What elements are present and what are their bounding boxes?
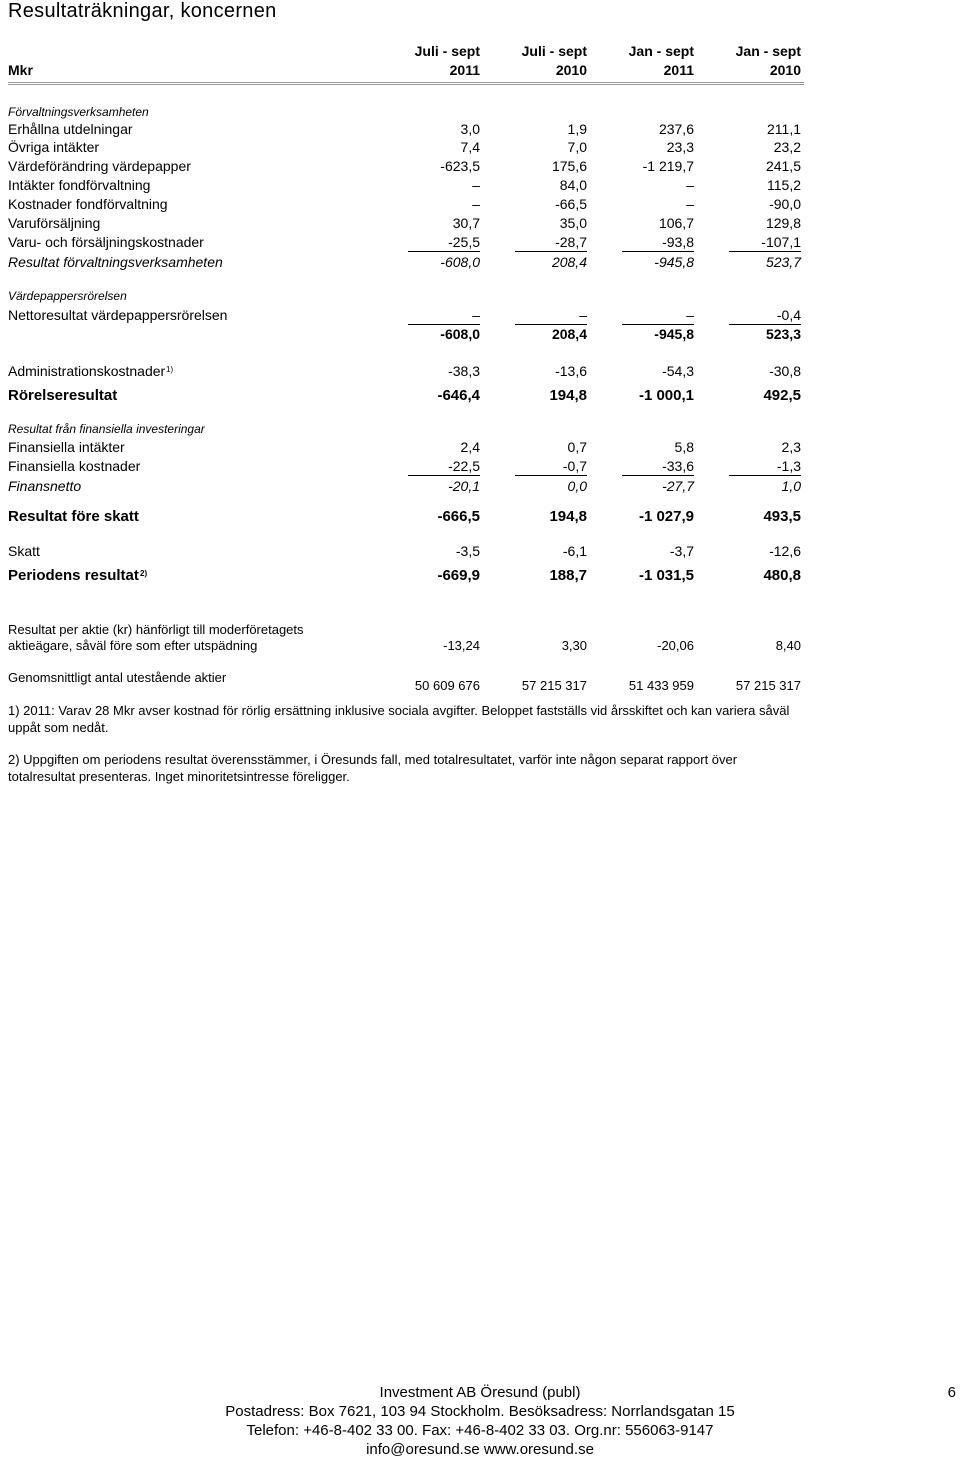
table-row <box>8 438 802 457</box>
row-value: 2,3 <box>781 439 801 455</box>
row-value: – <box>472 307 480 323</box>
column-header-ytd-2011: Jan - sept 2011 <box>628 43 694 78</box>
row-value: 7,4 <box>460 139 480 155</box>
row-label: Nettoresultat värdepappersrörelsen <box>8 307 228 323</box>
subtotal-underline <box>408 251 480 252</box>
row-value: 0,0 <box>567 478 587 494</box>
row-label: Kostnader fondförvaltning <box>8 196 168 212</box>
row-value: -90,0 <box>769 196 801 212</box>
row-label: Finansnetto <box>8 478 82 494</box>
row-value: 30,7 <box>452 215 480 231</box>
table-row <box>8 477 802 496</box>
footnote-2: 2) Uppgiften om periodens resultat överensstämmer, i Öresunds fall, med totalresultatet, varför inte någon separat rapport över totalresultat presenteras. Inget minoritetsintresse föreligger. <box>8 752 738 784</box>
row-value: 241,5 <box>765 158 801 174</box>
row-value: 51 433 959 <box>628 678 694 693</box>
subtotal-underline <box>515 475 587 476</box>
footer-address: Postadress: Box 7621, 103 94 Stockholm. Besöksadress: Norrlandsgatan 15 <box>225 1403 735 1420</box>
row-label: Periodens resultat <box>8 567 139 584</box>
row-value: 57 215 317 <box>521 678 587 693</box>
row-value: -13,6 <box>555 363 587 379</box>
column-header-ytd-2010: Jan - sept 2010 <box>735 43 801 78</box>
page-title: Resultaträkningar, koncernen <box>8 0 277 22</box>
table-row <box>8 325 802 344</box>
row-label: Varu- och försäljningskostnader <box>8 234 204 250</box>
subtotal-underline <box>408 475 480 476</box>
row-value: -0,7 <box>562 458 587 474</box>
row-value: -646,4 <box>437 387 480 404</box>
row-value: 523,7 <box>765 254 801 270</box>
subtotal-underline <box>729 475 801 476</box>
row-value: 23,2 <box>773 139 801 155</box>
row-value: -54,3 <box>662 363 694 379</box>
row-value: 188,7 <box>549 567 587 584</box>
row-value: -107,1 <box>761 234 801 250</box>
table-row <box>8 253 802 272</box>
table-row <box>8 507 802 526</box>
row-value: 211,1 <box>767 121 801 137</box>
subtotal-underline <box>622 251 694 252</box>
row-value: -66,5 <box>555 196 587 212</box>
row-label: Skatt <box>8 543 40 559</box>
footnote-1: 1) 2011: Varav 28 Mkr avser kostnad för rörlig ersättning inklusive sociala avgifter. Beloppet fastställs vid årsskiftet och kan variera såväl uppåt som nedåt. <box>8 703 790 735</box>
row-value: 493,5 <box>763 508 801 525</box>
row-label: aktieägare, såväl före som efter utspädning <box>8 638 258 653</box>
row-value: -6,1 <box>562 543 587 559</box>
footer-web: info@oresund.se www.oresund.se <box>366 1441 594 1458</box>
row-value: -3,5 <box>455 543 480 559</box>
table-row <box>8 306 802 325</box>
row-value: 115,2 <box>767 177 801 193</box>
row-value: 5,8 <box>674 439 694 455</box>
row-label: Rörelseresultat <box>8 387 118 404</box>
row-value: -22,5 <box>448 458 480 474</box>
row-value: -666,5 <box>437 508 480 525</box>
row-value: -669,9 <box>437 567 480 584</box>
row-value: 50 609 676 <box>414 678 480 693</box>
row-value: – <box>579 307 587 323</box>
row-label: Erhållna utdelningar <box>8 121 133 137</box>
row-value: 194,8 <box>549 508 587 525</box>
row-label: Värdeförändring värdepapper <box>8 158 191 174</box>
row-value: 129,8 <box>765 215 801 231</box>
row-value: 237,6 <box>658 121 694 137</box>
row-value: -3,7 <box>669 543 694 559</box>
subtotal-underline <box>622 475 694 476</box>
row-value: 2,4 <box>460 439 480 455</box>
row-value: – <box>686 196 694 212</box>
column-header-q3-2011: Juli - sept 2011 <box>414 43 480 78</box>
row-value: -608,0 <box>440 326 480 342</box>
row-value: -608,0 <box>440 254 480 270</box>
table-row <box>8 138 802 157</box>
subtotal-underline <box>515 251 587 252</box>
row-value: -27,7 <box>662 478 694 494</box>
footer-company: Investment AB Öresund (publ) <box>379 1384 581 1401</box>
unit-label: Mkr <box>8 62 33 78</box>
table-row <box>8 287 802 306</box>
table-row <box>8 233 802 252</box>
table-row <box>8 157 802 176</box>
row-label: Förvaltningsverksamheten <box>8 105 149 119</box>
row-value: 208,4 <box>551 326 587 342</box>
row-value: 84,0 <box>559 177 587 193</box>
table-row <box>8 195 802 214</box>
row-value: -25,5 <box>448 234 480 250</box>
row-value: -1 219,7 <box>642 158 694 174</box>
row-value: 23,3 <box>666 139 694 155</box>
row-value: 1,0 <box>781 478 801 494</box>
row-value: -1,3 <box>776 458 801 474</box>
table-row <box>8 566 802 585</box>
row-label: Varuförsäljning <box>8 215 101 231</box>
row-label: Resultat från finansiella investeringar <box>8 422 205 436</box>
row-value: 175,6 <box>551 158 587 174</box>
row-label: Genomsnittligt antal utestående aktier <box>8 670 227 685</box>
row-value: – <box>686 177 694 193</box>
row-value: 0,7 <box>567 439 587 455</box>
row-value: -30,8 <box>769 363 801 379</box>
row-label: Värdepappersrörelsen <box>8 289 127 303</box>
row-value: 8,40 <box>775 638 801 653</box>
table-row <box>8 386 802 405</box>
table-row <box>8 668 802 693</box>
table-row <box>8 636 802 655</box>
row-value: -12,6 <box>769 543 801 559</box>
row-value: -623,5 <box>440 158 480 174</box>
row-value: -20,1 <box>448 478 480 494</box>
table-row <box>8 362 802 381</box>
row-value: -945,8 <box>654 254 694 270</box>
row-label: Resultat före skatt <box>8 508 139 525</box>
row-label: Resultat per aktie (kr) hänförligt till moderföretagets <box>8 622 304 637</box>
page-number: 6 <box>947 1384 956 1401</box>
row-value: 35,0 <box>559 215 587 231</box>
row-value: -0,4 <box>776 307 801 323</box>
row-value: 3,0 <box>460 121 480 137</box>
row-label: Finansiella kostnader <box>8 458 141 474</box>
table-header <box>8 42 804 85</box>
footnote-ref: 1) <box>166 365 174 374</box>
row-label: Intäkter fondförvaltning <box>8 177 151 193</box>
row-label: Finansiella intäkter <box>8 439 125 455</box>
table-row <box>8 120 802 139</box>
footnote-ref: 2) <box>140 569 148 578</box>
row-value: – <box>472 177 480 193</box>
row-value: 1,9 <box>567 121 587 137</box>
row-value: 57 215 317 <box>735 678 801 693</box>
row-label: Administrationskostnader <box>8 363 166 379</box>
row-value: -20,06 <box>657 638 694 653</box>
row-value: 194,8 <box>549 387 587 404</box>
column-header-q3-2010: Juli - sept 2010 <box>521 43 587 78</box>
table-row <box>8 457 802 476</box>
row-value: 7,0 <box>567 139 587 155</box>
row-value: 208,4 <box>551 254 587 270</box>
row-value: -945,8 <box>654 326 694 342</box>
footer-contact: Telefon: +46-8-402 33 00. Fax: +46-8-402 33 03. Org.nr: 556063-9147 <box>246 1422 714 1439</box>
row-value: 492,5 <box>763 387 801 404</box>
row-value: 523,3 <box>765 326 801 342</box>
table-row <box>8 542 802 561</box>
row-value: -38,3 <box>448 363 480 379</box>
row-label: Övriga intäkter <box>8 139 100 155</box>
row-value: -1 031,5 <box>638 567 694 584</box>
row-value: -28,7 <box>555 234 587 250</box>
table-row <box>8 214 802 233</box>
row-value: 106,7 <box>658 215 694 231</box>
row-value: 480,8 <box>763 567 801 584</box>
row-value: 3,30 <box>561 638 587 653</box>
row-value: – <box>472 196 480 212</box>
row-label: Resultat förvaltningsverksamheten <box>8 254 223 270</box>
row-value: -33,6 <box>662 458 694 474</box>
row-value: -1 027,9 <box>638 508 694 525</box>
subtotal-underline <box>729 251 801 252</box>
row-value: -13,24 <box>443 638 480 653</box>
row-value: -93,8 <box>662 234 694 250</box>
table-row <box>8 420 802 439</box>
table-row <box>8 176 802 195</box>
row-value: -1 000,1 <box>638 387 694 404</box>
row-value: – <box>686 307 694 323</box>
